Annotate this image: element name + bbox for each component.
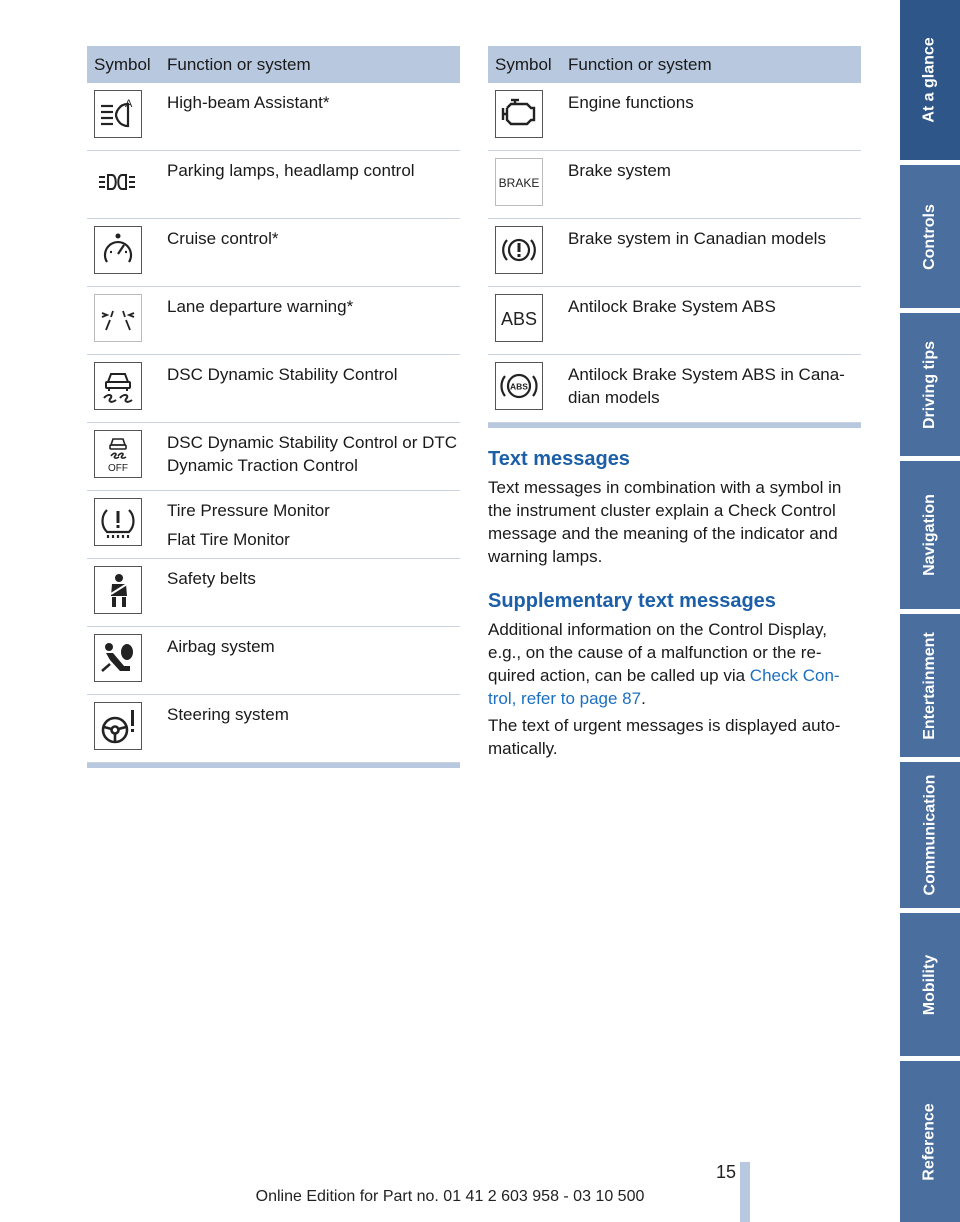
- function-label-line2: Flat Tire Monitor: [167, 530, 290, 549]
- table-row: [87, 219, 460, 287]
- table-row: [488, 219, 861, 287]
- left-symbol-table: [87, 46, 460, 768]
- chapter-tabs: [900, 0, 960, 1222]
- abs-circle-icon-text: ABS: [510, 381, 528, 392]
- table-header: [488, 46, 861, 83]
- function-label: [161, 491, 460, 551]
- function-label: DSC Dynamic Stability Control: [167, 365, 398, 384]
- function-label-line1: Tire Pressure Monitor: [167, 501, 330, 520]
- tab-label: Reference: [921, 1102, 938, 1181]
- tab-entertainment[interactable]: [900, 614, 960, 757]
- table-row: [87, 355, 460, 423]
- edition-footer: Online Edition for Part no. 01 41 2 603 958 - 03 10 500: [255, 1188, 645, 1205]
- tab-communication[interactable]: [900, 762, 960, 908]
- function-label: Antilock Brake System ABS in Cana-dian models: [568, 365, 845, 407]
- engine-icon: [495, 90, 543, 138]
- tab-driving-tips[interactable]: [900, 313, 960, 456]
- brake-icon-text: BRAKE: [498, 176, 540, 190]
- table-row: [87, 491, 460, 559]
- abs-text-icon: [495, 294, 543, 342]
- header-symbol: Symbol: [94, 54, 151, 74]
- svg-text:A: A: [125, 98, 133, 110]
- function-label: Brake system: [568, 161, 671, 180]
- function-label: Cruise control*: [167, 229, 279, 248]
- tire-pressure-icon: [94, 498, 142, 546]
- page-number: 15: [715, 1162, 736, 1182]
- tab-at-a-glance[interactable]: [900, 0, 960, 160]
- table-row: [87, 151, 460, 219]
- tab-navigation[interactable]: [900, 461, 960, 609]
- dsc-icon: [94, 362, 142, 410]
- table-row: [488, 355, 861, 423]
- table-row: [87, 287, 460, 355]
- tab-label: Entertainment: [921, 631, 939, 740]
- tab-label: Navigation: [921, 494, 939, 576]
- function-label: Airbag system: [167, 637, 275, 656]
- tab-label: At a glance: [921, 37, 939, 123]
- table-row: [87, 695, 460, 763]
- text-messages-body: Text messages in combination with a symbol in the instrument cluster explain a Check Control message and the meaning of the indicator and warning lamps.: [488, 478, 842, 566]
- check-control-link[interactable]: Check Con-trol, refer to page 87: [488, 666, 840, 708]
- table-row: [488, 151, 861, 219]
- table-row: [488, 287, 861, 355]
- function-label: Engine functions: [568, 93, 694, 112]
- header-symbol: Symbol: [495, 54, 552, 74]
- tab-mobility[interactable]: [900, 913, 960, 1056]
- dsc-off-icon: [94, 430, 142, 478]
- tab-label: Driving tips: [921, 340, 939, 429]
- supplementary-body-end: .: [641, 689, 646, 708]
- brake-circle-icon: [495, 226, 543, 274]
- brake-text-icon: [495, 158, 543, 206]
- cruise-control-icon: [94, 226, 142, 274]
- urgent-messages-body: The text of urgent messages is displayed auto-matically.: [488, 716, 841, 758]
- steering-system-icon: [94, 702, 142, 750]
- abs-circle-icon: [495, 362, 543, 410]
- parking-lamps-icon: [94, 158, 142, 206]
- tab-label: Mobility: [921, 954, 938, 1015]
- tab-controls[interactable]: [900, 165, 960, 308]
- supplementary-body: [488, 618, 861, 710]
- table-end-rule: [87, 763, 460, 768]
- high-beam-assistant-icon: [94, 90, 142, 138]
- tab-reference[interactable]: [900, 1061, 960, 1222]
- dsc-off-icon-text: OFF: [108, 463, 128, 474]
- table-row: [87, 559, 460, 627]
- function-label: Brake system in Canadian models: [568, 229, 826, 248]
- table-row: [87, 627, 460, 695]
- header-function: Function or system: [568, 54, 712, 74]
- supplementary-heading: Supplementary text messages: [488, 590, 776, 612]
- table-header: [87, 46, 460, 83]
- right-symbol-table: [488, 46, 861, 428]
- function-label: DSC Dynamic Stability Control or DTC Dynamic Traction Control: [167, 433, 458, 475]
- function-label: Safety belts: [167, 569, 256, 588]
- table-row: [87, 83, 460, 151]
- tab-label: Communication: [921, 774, 939, 896]
- function-label: Antilock Brake System ABS: [568, 297, 776, 316]
- table-row: [488, 83, 861, 151]
- table-row: [87, 423, 460, 491]
- airbag-icon: [94, 634, 142, 682]
- tab-label: Controls: [921, 203, 938, 270]
- table-end-rule: [488, 423, 861, 428]
- function-label: Parking lamps, headlamp control: [167, 161, 415, 180]
- safety-belt-icon: [94, 566, 142, 614]
- lane-departure-icon: [94, 294, 142, 342]
- abs-icon-text: ABS: [500, 309, 538, 329]
- function-label: High-beam Assistant*: [167, 93, 330, 112]
- header-function: Function or system: [167, 54, 311, 74]
- function-label: Lane departure warning*: [167, 297, 354, 316]
- function-label: Steering system: [167, 705, 289, 724]
- supplementary-body-text: Additional information on the Control Display, e.g., on the cause of a malfunction or the re-quired action, can be called up via: [488, 620, 827, 685]
- text-messages-heading: Text messages: [488, 448, 630, 470]
